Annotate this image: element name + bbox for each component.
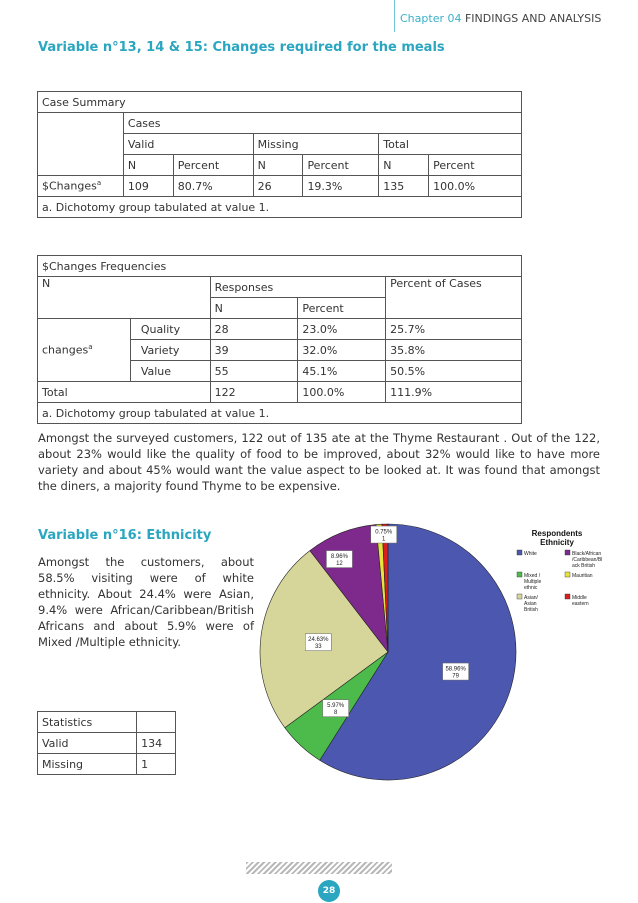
pie-data-label [443,663,469,680]
n-header: N [123,155,173,176]
total-n-cell: 122 [210,382,298,403]
missing-n-cell: 26 [253,176,303,197]
row-label-changes: $Changes$^a$ [38,176,124,197]
legend-item-middle-eastern [565,594,589,607]
svg-text:Asian/AsianBritish: Asian/ Asian British [524,595,538,613]
footer-decoration [246,862,392,874]
total-percent-cell: 100.0% [429,176,522,197]
legend-item-mixed-multiple-ethnic-groups [517,572,541,591]
pie-data-label [326,551,352,568]
empty-cell [137,712,176,733]
row-label-variety: Variety [130,340,210,361]
section-heading-ethnicity: Variable n°16: Ethnicity [38,528,212,543]
responses-header: Responses [210,277,385,298]
svg-text:1: 1 [382,536,386,543]
empty-cell [38,113,124,176]
cases-header: Cases [123,113,521,134]
svg-text:Black/African/Caribbean/Black: Black/African /Caribbean/Bl ack British [572,551,603,569]
case-summary-table [37,91,522,218]
svg-text:5.97%: 5.97% [327,703,345,710]
row-label-quality: Quality [130,319,210,340]
svg-text:58.96%: 58.96% [445,666,466,673]
stat-value-valid: 134 [137,733,176,754]
stat-label-valid: Valid [38,733,137,754]
missing-header: Missing [253,134,379,155]
valid-percent-cell: 80.7% [173,176,253,197]
paragraph-changes: Amongst the surveyed customers, 122 out of 135 ate at the Thyme Restaurant . Out of the 122, about 23% would like the quality of food to be improved, about 32% would like to have more variety and about 45% would want the value aspect to be looked at. It was found that amongst the diners, a majority found Thyme to be expensive. [38,431,600,493]
ethnicity-pie-chart [255,520,630,850]
legend-item-asian-asian-british [517,594,539,613]
svg-text:0.75%: 0.75% [375,529,393,536]
svg-text:Mauritian: Mauritian [572,573,593,579]
legend-item-white [517,550,537,557]
quality-n-cell: 28 [210,319,298,340]
svg-text:Mixed /Multipleethnic: Mixed / Multiple ethnic [524,573,542,591]
n-header: N [38,277,211,319]
missing-percent-cell: 19.3% [303,176,379,197]
chapter-number: Chapter 04 [400,12,462,25]
quality-cases-cell: 25.7% [386,319,522,340]
value-cases-cell: 50.5% [386,361,522,382]
svg-text:33: 33 [314,644,322,651]
total-header: Total [379,134,522,155]
percent-header: Percent [173,155,253,176]
section-heading-changes: Variable n°13, 14 & 15: Changes required for the meals [38,40,445,55]
legend-item-black-african-caribbean-bl-ack-british [565,550,602,569]
n-header: N [253,155,303,176]
case-summary-title: Case Summary [38,92,522,113]
n-header: N [379,155,429,176]
svg-text:White: White [524,551,537,557]
legend-item-mauritian [565,572,593,579]
chapter-section: FINDINGS AND ANALYSIS [464,12,602,25]
pie-data-label [371,526,397,543]
frequencies-footnote: a. Dichotomy group tabulated at value 1. [38,403,522,424]
pie-chart-title: Respondents Ethnicity [531,529,583,547]
group-label-changes: changes$^a$ [38,319,131,382]
chapter-header [400,12,601,25]
svg-text:Middleeastern: Middle eastern [572,595,589,607]
valid-header: Valid [123,134,253,155]
svg-text:24.63%: 24.63% [308,637,329,644]
svg-text:79: 79 [452,673,459,680]
row-label-value: Value [130,361,210,382]
value-n-cell: 55 [210,361,298,382]
header-divider [394,0,395,32]
statistics-title: Statistics [38,712,137,733]
variety-n-cell: 39 [210,340,298,361]
stat-value-missing: 1 [137,754,176,775]
paragraph-ethnicity: Amongst the customers, about 58.5% visiting were of white ethnicity. About 24.4% were Asian, 9.4% were African/Caribbean/British Africans and about 5.9% were of Mixed /Multiple ethnicity. [38,555,254,649]
total-percent-cell: 100.0% [298,382,386,403]
svg-text:12: 12 [336,561,343,568]
value-percent-cell: 45.1% [298,361,386,382]
page-number-badge: 28 [318,880,340,902]
svg-text:8: 8 [333,710,338,717]
total-cases-cell: 111.9% [386,382,522,403]
sub-percent-header: Percent [298,298,386,319]
case-summary-footnote: a. Dichotomy group tabulated at value 1. [38,197,522,218]
percent-header: Percent [303,155,379,176]
valid-n-cell: 109 [123,176,173,197]
pie-data-label [323,700,349,717]
svg-text:8.96%: 8.96% [330,554,348,561]
sub-n-header: N [210,298,298,319]
statistics-table [37,711,176,775]
variety-cases-cell: 35.8% [386,340,522,361]
pie-data-label [305,634,331,651]
percent-header: Percent [429,155,522,176]
percent-of-cases-header: Percent of Cases [386,277,522,319]
variety-percent-cell: 32.0% [298,340,386,361]
total-n-cell: 135 [379,176,429,197]
quality-percent-cell: 23.0% [298,319,386,340]
frequencies-title: $Changes Frequencies [38,256,522,277]
frequencies-table [37,255,522,424]
stat-label-missing: Missing [38,754,137,775]
row-label-total: Total [38,382,211,403]
